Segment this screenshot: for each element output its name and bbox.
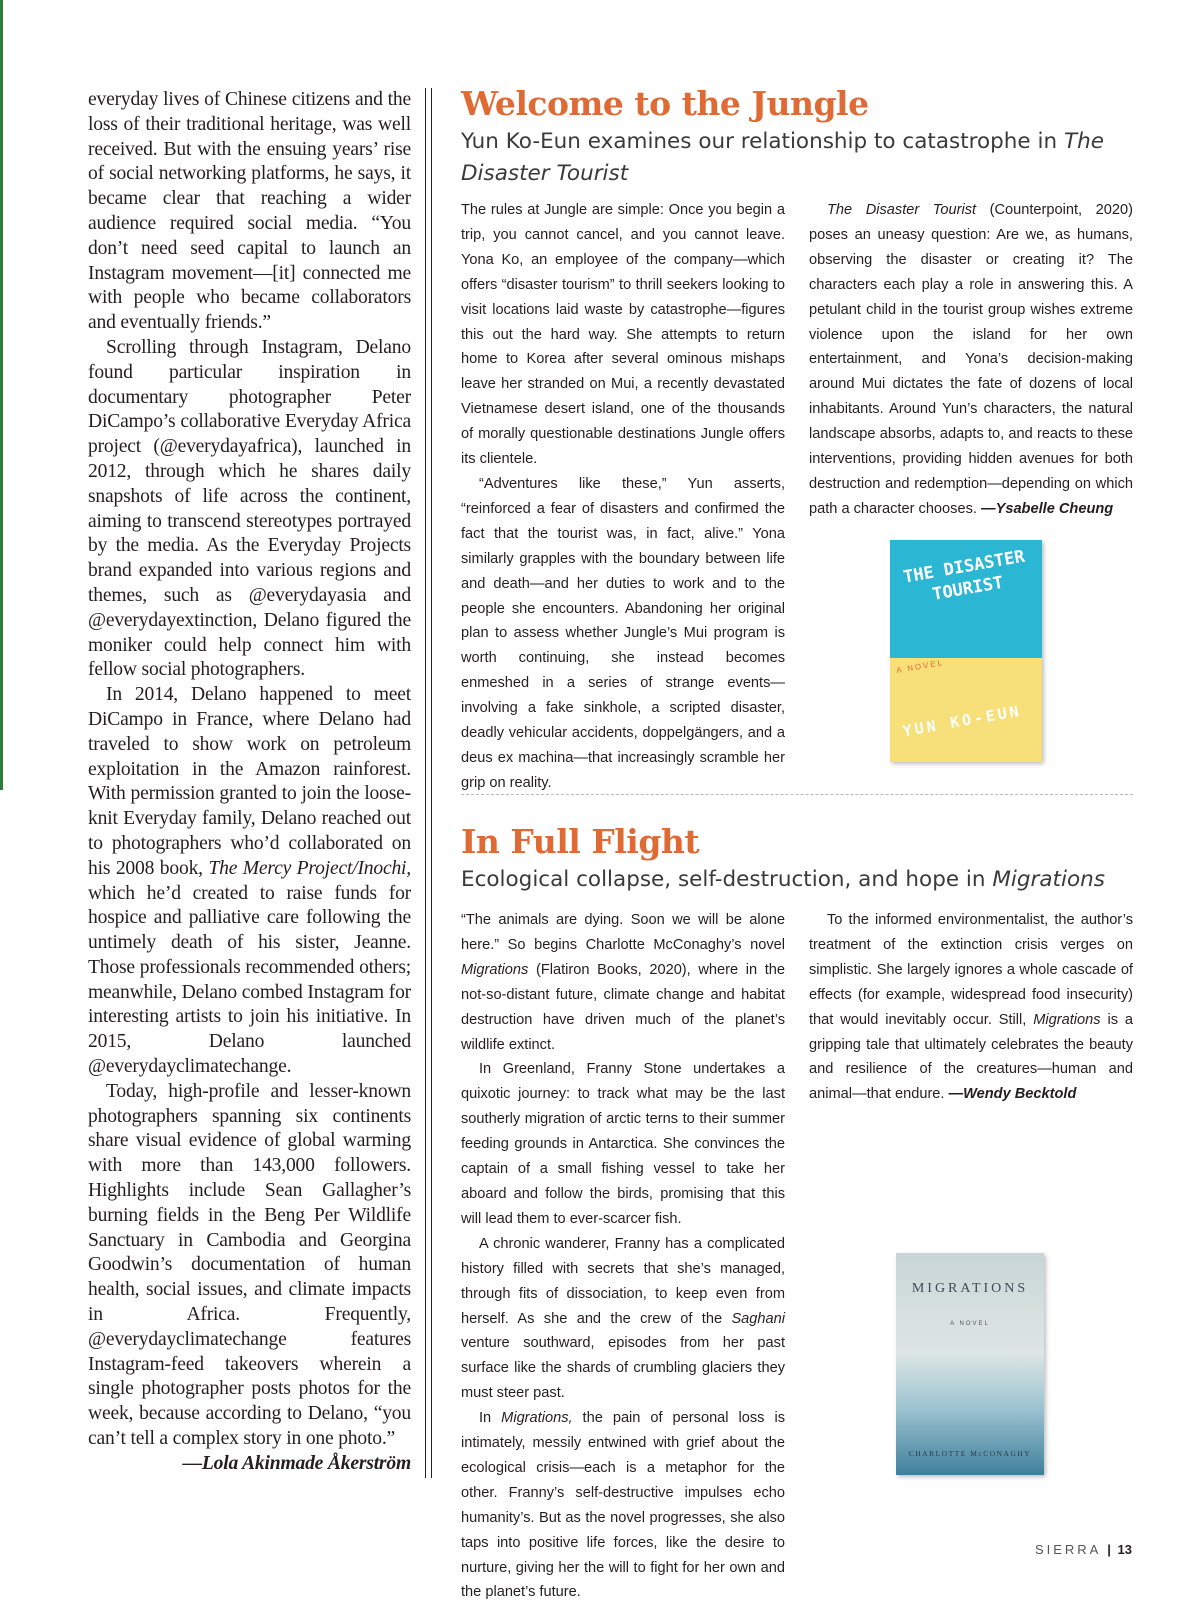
review-paragraph: “The animals are dying. Soon we will be alone here.” So begins Charlotte McConaghy’s novel Migrations (Flatiron Books, 2020), where in the not-so-distant future, climate change and habitat destruction have driven much of the planet’s wildlife extinct. xyxy=(461,912,785,1053)
section-divider xyxy=(461,794,1133,795)
review-paragraph: The rules at Jungle are simple: Once you begin a trip, you cannot cancel, and you cannot leave. Yona Ko, an employee of the company—which offers “disaster tourism” to thrill seekers looking to visit locations laid waste by catastrophe—figures this out the hard way. She attempts to return home to Korea after several ominous mishaps leave her stranded on Mui, a recently devastated Vietnamese desert island, one of the thousands of morally questionable destinations Jungle offers its clientele. xyxy=(461,202,785,468)
review-paragraph: To the informed environmentalist, the author’s treatment of the extinction crisis verges on simplistic. She largely ignores a whole cascade of effects (for example, widespread food insecurity) that would inevitably occur. Still, Migrations is a gripping tale that ultimately celebrates the beauty and resilience of the creatures—human and animal—that endure. —Wendy Becktold xyxy=(809,912,1133,1103)
review-column-left xyxy=(461,908,785,1605)
book-title: The Mercy Project/Inochi, xyxy=(208,857,412,879)
review-paragraph: A chronic wanderer, Franny has a complicated history filled with secrets that she’s managed, through fits of dissociation, to keep even from herself. As she and the crew of the Saghani venture southward, episodes from her past surface like the shards of crumbling glaciers they must steer past. xyxy=(461,1235,785,1402)
book-cover-migrations: MIGRATIONS A NOVEL CHARLOTTE McCONAGHY xyxy=(896,1253,1044,1475)
reviewer-byline: —Ysabelle Cheung xyxy=(981,500,1114,517)
review-dek: Yun Ko-Eun examines our relationship to catastrophe in The Disaster Tourist xyxy=(461,129,1104,186)
page-edge-strip xyxy=(0,0,3,790)
review-column-left xyxy=(461,198,785,796)
article-paragraph: In 2014, Delano happened to meet DiCampo in France, where Delano had traveled to show work on petroleum exploitation in the Amazon rainforest. With permission granted to join the loose-knit Everyday family, Delano reached out to photographers who’d collaborated on his 2008 book, The Mercy Project/Inochi, which he’d created to raise funds for hospice and palliative care following the untimely death of his sister, Jeanne. Those professionals recommended others; meanwhile, Delano combed Instagram for interesting artists to join his initiative. In 2015, Delano launched @everydayclimatechange. xyxy=(88,684,412,1078)
review-headline: In Full Flight xyxy=(461,822,700,861)
author-signature: —Lola Akinmade Åkerström xyxy=(182,1452,411,1474)
page-number: 13 xyxy=(1117,1542,1132,1557)
book-cover-disaster-tourist: THE DISASTER TOURIST A NOVEL YUN KO-EUN xyxy=(890,540,1042,762)
review-paragraph: In Migrations, the pain of personal loss is intimately, messily entwined with grief about the ecological crisis—each is a metaphor for the other. Franny’s self-destructive impulses echo humanity’s. But as the novel progresses, she also taps into positive life forces, like the desire to nurture, giving her the will to fight for her own and the planet’s future. xyxy=(461,1410,786,1601)
review-paragraph: The Disaster Tourist (Counterpoint, 2020) poses an uneasy question: Are we, as humans, observing the disaster or creating it? The characters each play a role in answering this. A petulant child in the tourist group wishes extreme violence upon the island for her own entertainment, and Yona’s decision-making around Mui dictates the fate of dozens of local inhabitants. Around Yun’s characters, the natural landscape absorbs, adapts to, and reacts to these interventions, providing hidden avenues for both destruction and redemption—depending on which path a character chooses. —Ysabelle Cheung xyxy=(809,202,1133,517)
review-paragraph: “Adventures like these,” Yun asserts, “reinforced a fear of disasters and confirmed the fact that the tourist was, in fact, alive.” Yona similarly grapples with the boundary between life and death—and her duties to work and to the people she encounters. Abandoning her original plan to assess whether Jungle’s Mui program is worth continuing, she instead becomes enmeshed in a series of strange events—involving a fake sinkhole, a scripted disaster, deadly vehicular accidents, doppelgängers, and a deus ex machina—that increasingly scramble her grip on reality. xyxy=(461,475,785,791)
review-dek: Ecological collapse, self-destruction, and hope in Migrations xyxy=(461,867,1105,892)
article-paragraph: everyday lives of Chinese citizens and the loss of their traditional heritage, was well received. But with the ensuing years’ rise of social networking platforms, he says, it became clear that reaching a wider audience required social media. “You don’t need seed capital to launch an Instagram movement—[it] connected me with people who became collaborators and eventually friends.” xyxy=(88,89,411,334)
page-folio: SIERRA | 13 xyxy=(1034,1542,1132,1557)
review-column-right xyxy=(809,908,1133,1107)
article-paragraph: Scrolling through Instagram, Delano found particular inspiration in documentary photographer Peter DiCampo’s collaborative Everyday Africa project (@everydayafrica), launched in 2012, through which he shares daily snapshots of life across the continent, aiming to transcend stereotypes portrayed by the media. As the Everyday Projects brand expanded into various regions and themes, such as @everydayasia and @everydayextinction, Delano figured the moniker could help connect him with fellow social photographers. xyxy=(88,336,411,681)
reviewer-byline: —Wendy Becktold xyxy=(948,1086,1077,1103)
review-column-right xyxy=(809,198,1133,522)
left-column-article xyxy=(88,88,411,1477)
article-paragraph: Today, high-profile and lesser-known photographers spanning six continents share visual evidence of global warming with more than 143,000 followers. Highlights include Sean Gallagher’s burning fields in the Beng Per Wildlife Sanctuary in Cambodia and Georgina Goodwin’s documentation of human health, social issues, and climate impacts in Africa. Frequently, @everydayclimatechange features Instagram-feed takeovers wherein a single photographer posts photos for the week, because according to Delano, “you can’t tell a complex story in one photo.” xyxy=(88,1080,411,1450)
review-headline: Welcome to the Jungle xyxy=(461,84,869,123)
column-divider xyxy=(425,88,432,1478)
review-paragraph: In Greenland, Franny Stone undertakes a quixotic journey: to track what may be the last southerly migration of arctic terns to their summer feeding grounds in Antarctica. She convinces the captain of a small fishing vessel to take her aboard and follow the birds, promising that this will lead them to ever-scarcer fish. xyxy=(461,1061,785,1227)
